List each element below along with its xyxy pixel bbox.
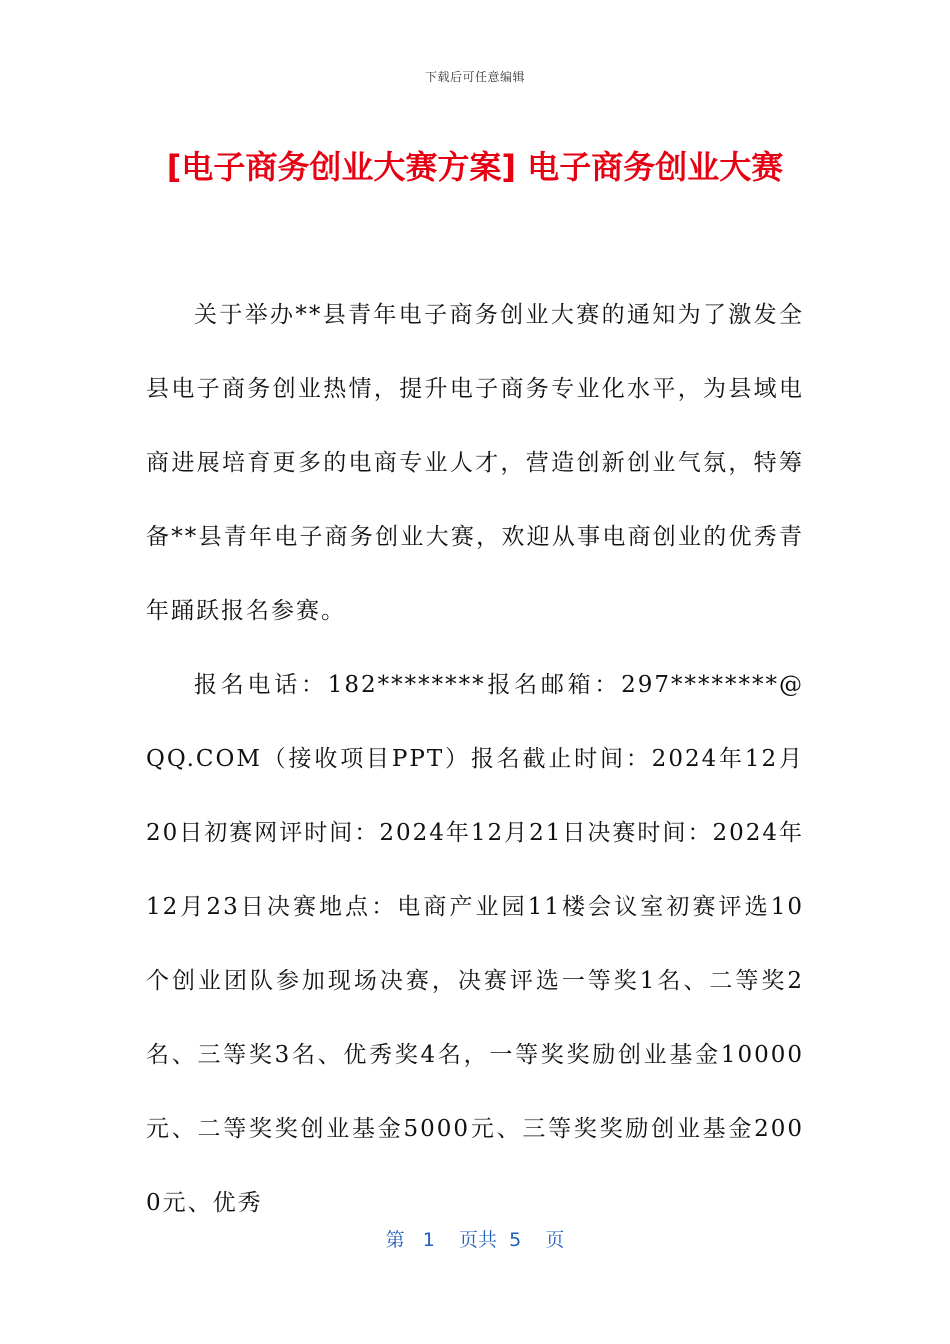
page-total-number: 5 [509, 1229, 522, 1251]
page-label-prefix: 第 [385, 1229, 405, 1251]
paragraph-details: 报名电话：182********报名邮箱：297********@QQ.COM（接收项目PPT）报名截止时间：2024年12月20日初赛网评时间：2024年12月21日决赛时间：2024年12月23日决赛地点：电商产业园11楼会议室初赛评选10个创业团队参加现场决赛，决赛评选一等奖1名、二等奖2名、三等奖3名、优秀奖4名，一等奖奖励创业基金10000元、二等奖奖创业基金5000元、三等奖奖励创业基金2000元、优秀 [146, 672, 804, 1216]
page-footer [0, 1225, 950, 1252]
header-note: 下载后可任意编辑 [424, 70, 525, 84]
page-label-mid: 页共 [459, 1229, 498, 1251]
page-label-suffix: 页 [545, 1229, 565, 1251]
document-body [146, 278, 804, 1240]
document-title: [电子商务创业大赛方案] 电子商务创业大赛 [166, 148, 784, 186]
page-current-number: 1 [422, 1229, 435, 1251]
paragraph-intro: 关于举办**县青年电子商务创业大赛的通知为了激发全县电子商务创业热情，提升电子商务专业化水平，为县域电商进展培育更多的电商专业人才，营造创新创业气氛，特筹备**县青年电子商务创业大赛，欢迎从事电商创业的优秀青年踊跃报名参赛。 [146, 302, 804, 624]
